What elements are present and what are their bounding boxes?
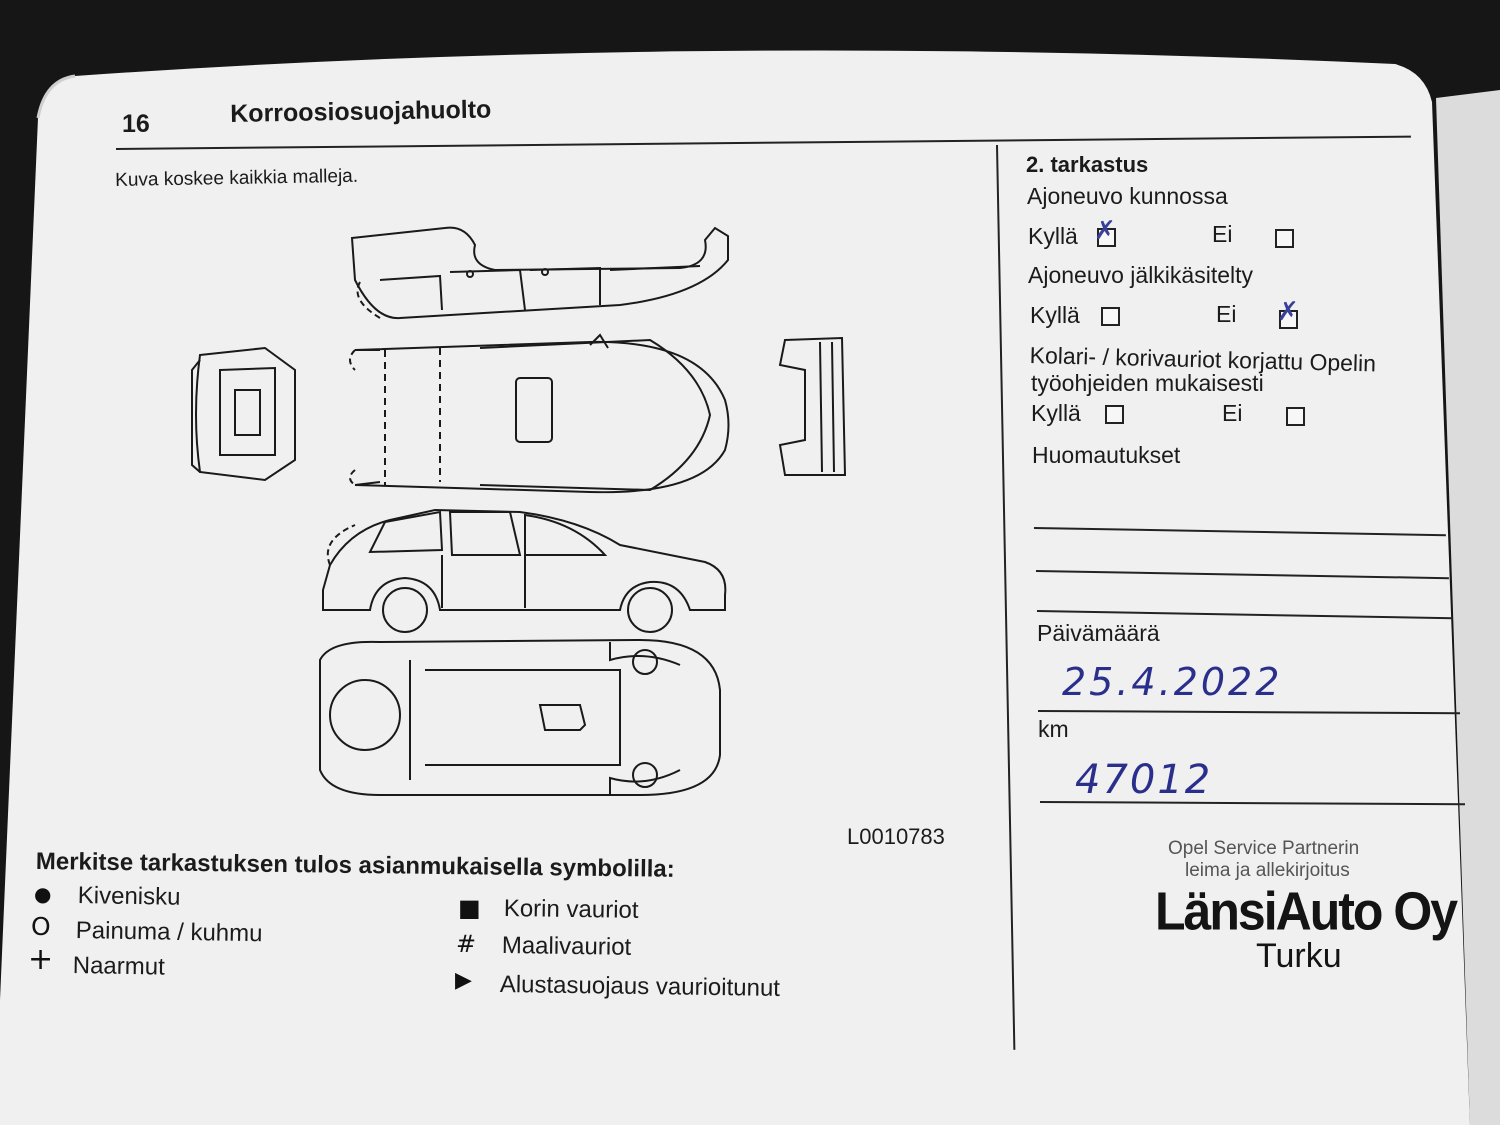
car-top-profile-view <box>352 228 728 318</box>
legend-label-kivenisku: Kivenisku <box>77 882 181 911</box>
q3-no-checkbox[interactable] <box>1286 407 1305 426</box>
q1-no-checkbox[interactable] <box>1275 229 1294 248</box>
q3-yes-label: Kyllä <box>1031 400 1081 426</box>
q2-yes-label: Kyllä <box>1030 302 1080 328</box>
legend-symbol-alusta: ▶ <box>455 968 472 993</box>
q2-no-checkmark: ✗ <box>1277 297 1299 327</box>
stamp-caption-line1: Opel Service Partnerin <box>1168 838 1360 859</box>
page-title: Korroosiosuojahuolto <box>230 95 492 128</box>
km-label: km <box>1038 716 1069 742</box>
stamp-city: Turku <box>1256 937 1342 975</box>
legend-label-alusta: Alustasuojaus vaurioitunut <box>499 971 781 1002</box>
legend-symbol-kivenisku: ● <box>34 882 52 906</box>
legend-label-korin: Korin vauriot <box>503 895 639 924</box>
q2-no-label: Ei <box>1216 301 1237 327</box>
q1-yes-label: Kyllä <box>1028 223 1078 249</box>
car-rear-view <box>780 338 845 475</box>
legend-label-naarmut: Naarmut <box>72 952 166 981</box>
legend-label-maali: Maalivauriot <box>501 932 632 961</box>
car-front-view <box>192 348 295 480</box>
legend-symbol-maali: # <box>456 930 477 958</box>
legend-symbol-naarmut: + <box>28 942 54 977</box>
legend-symbol-korin: ■ <box>458 894 481 922</box>
car-underbody-view <box>320 640 720 795</box>
page-number: 16 <box>122 110 150 138</box>
figure-note: Kuva koskee kaikkia malleja. <box>115 165 359 191</box>
stamp-name: LänsiAuto Oy <box>1155 881 1457 942</box>
q3-label-line2: työohjeiden mukaisesti <box>1031 370 1264 396</box>
q1-yes-checkmark: ✗ <box>1094 216 1116 246</box>
date-label: Päivämäärä <box>1037 620 1160 646</box>
q1-label: Ajoneuvo kunnossa <box>1027 183 1228 209</box>
km-value[interactable]: 47012 <box>1075 757 1213 803</box>
car-diagram <box>180 210 860 810</box>
q3-yes-checkbox[interactable] <box>1105 405 1124 424</box>
car-side-view <box>323 510 725 632</box>
remarks-label: Huomautukset <box>1032 442 1181 468</box>
legend-label-painuma: Painuma / kuhmu <box>75 917 263 948</box>
q2-label: Ajoneuvo jälkikäsitelty <box>1028 262 1254 288</box>
q3-no-label: Ei <box>1222 400 1243 426</box>
inspection-heading: 2. tarkastus <box>1026 152 1149 177</box>
q3-label-line1: Kolari- / korivauriot korjattu Opelin <box>1029 342 1377 377</box>
date-value[interactable]: 25.4.2022 <box>1062 660 1283 704</box>
figure-code: L0010783 <box>847 824 945 849</box>
stamp-caption-line2: leima ja allekirjoitus <box>1185 860 1350 881</box>
legend-heading: Merkitse tarkastuksen tulos asianmukaisella symbolilla: <box>35 848 675 883</box>
q2-yes-checkbox[interactable] <box>1101 307 1120 326</box>
legend-symbol-painuma: O <box>31 912 51 941</box>
q1-no-label: Ei <box>1212 221 1233 247</box>
car-plan-view <box>350 335 729 492</box>
